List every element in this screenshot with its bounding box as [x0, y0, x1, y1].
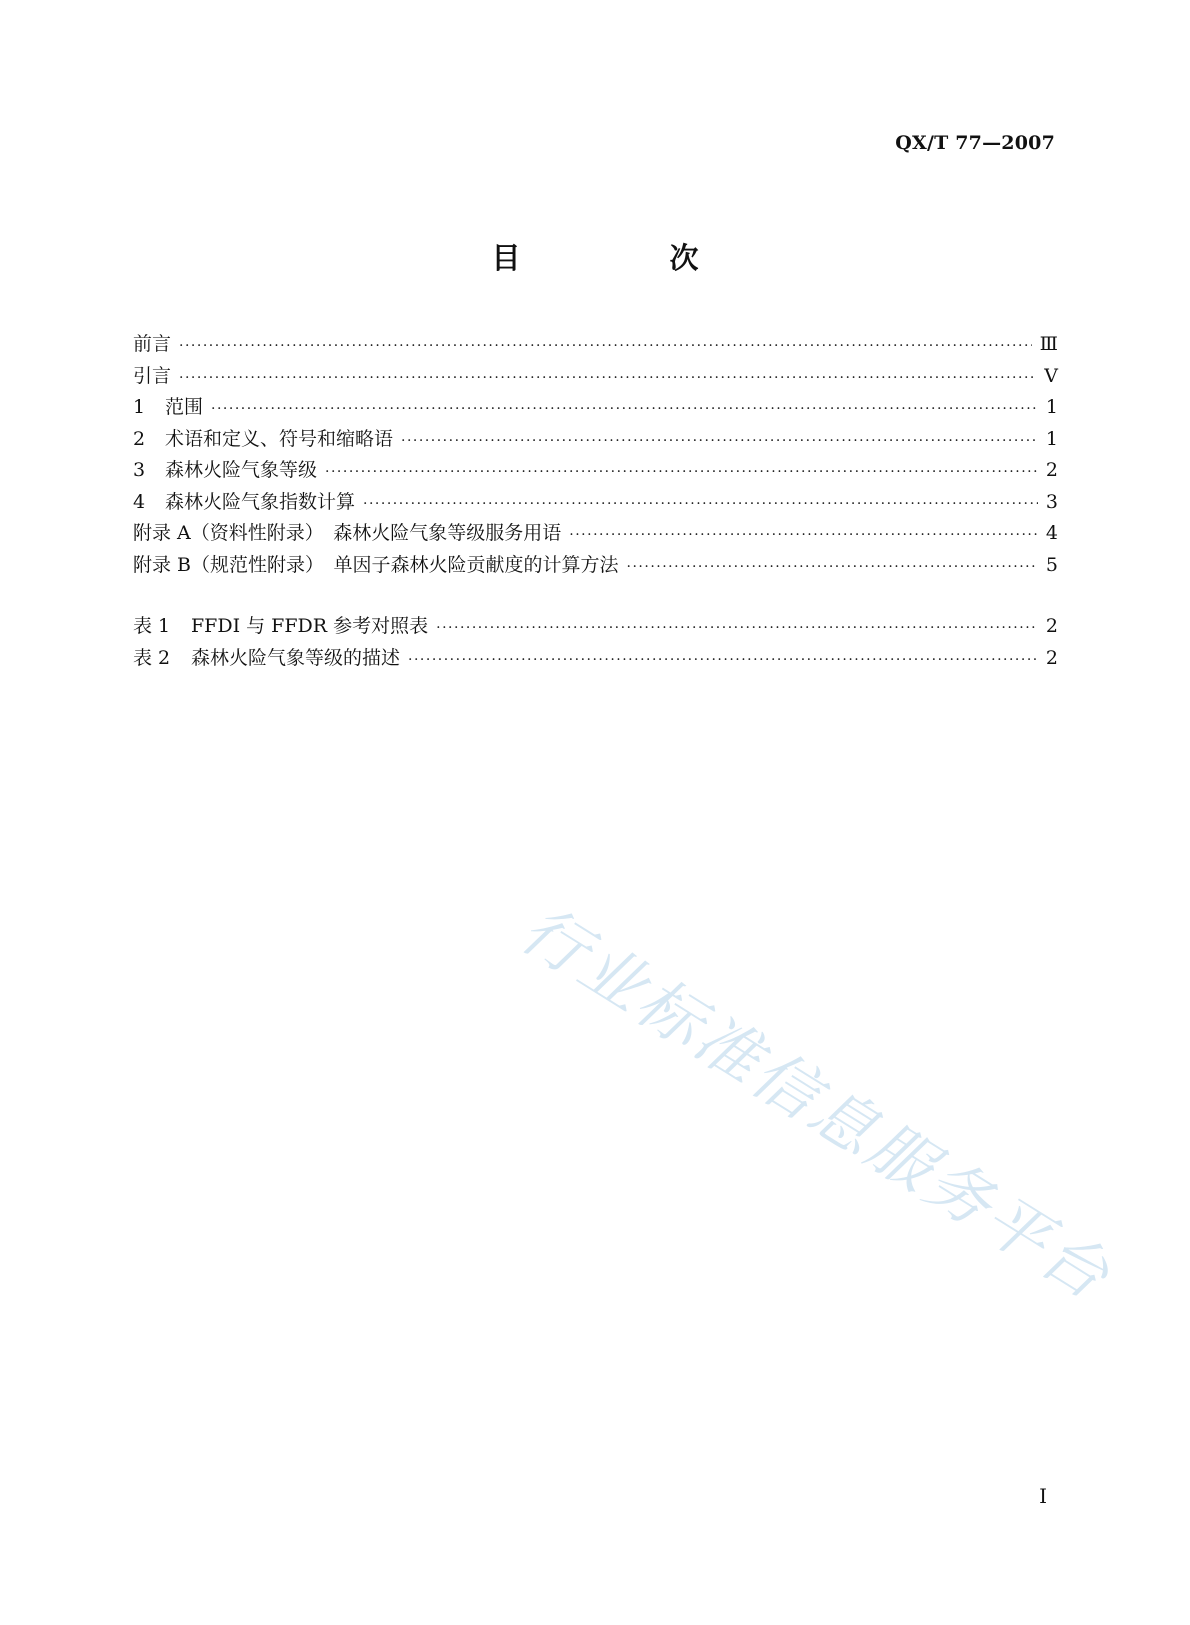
toc-entry-page: 4 — [1045, 522, 1058, 544]
toc-entry-number: 2 — [133, 427, 146, 450]
toc-entry-number: 4 — [133, 490, 146, 513]
toc-entry-number: 3 — [133, 459, 146, 481]
toc-table-number: 表 1 — [133, 615, 171, 637]
toc-table-entry-2[interactable] — [133, 643, 1058, 675]
toc-leader-dots — [179, 331, 1032, 363]
toc-entry-page: 5 — [1045, 553, 1058, 576]
toc-entry-page: 1 — [1045, 427, 1058, 450]
toc-entry-number: 1 — [133, 396, 146, 418]
toc-entry-annex-a[interactable] — [133, 518, 1058, 550]
toc-table-number: 表 2 — [133, 646, 171, 669]
toc-leader-dots — [408, 645, 1038, 677]
toc-entry-annex-b[interactable] — [133, 550, 1058, 582]
toc-leader-dots — [179, 363, 1036, 395]
toc-entry-label: 附录 B（规范性附录） 单因子森林火险贡献度的计算方法 — [133, 553, 619, 576]
toc-list — [133, 329, 1058, 581]
toc-entry-page: 1 — [1045, 396, 1058, 418]
toc-entry-foreword[interactable] — [133, 329, 1058, 361]
watermark-text: 行业标准信息服务平台 — [507, 892, 1124, 1316]
toc-entry-label: 附录 A（资料性附录） 森林火险气象等级服务用语 — [133, 522, 562, 544]
toc-entry-label: 术语和定义、符号和缩略语 — [165, 427, 394, 450]
toc-entry-terms[interactable] — [133, 424, 1058, 456]
toc-entry-levels[interactable] — [133, 455, 1058, 487]
toc-leader-dots — [627, 552, 1038, 584]
toc-table-label: 森林火险气象等级的描述 — [191, 646, 401, 669]
toc-entry-page: 3 — [1045, 490, 1058, 513]
toc-title: 目 次 — [491, 241, 759, 275]
toc-leader-dots — [436, 613, 1038, 645]
toc-entry-label: 前言 — [133, 333, 172, 355]
toc-entry-label: 森林火险气象等级 — [165, 459, 318, 481]
toc-entry-page: 2 — [1045, 459, 1058, 481]
page-number: I — [1039, 1484, 1047, 1508]
toc-entry-scope[interactable] — [133, 392, 1058, 424]
toc-entry-page: Ⅲ — [1039, 333, 1058, 355]
toc-leader-dots — [569, 520, 1038, 552]
toc-table-label: FFDI 与 FFDR 参考对照表 — [191, 615, 429, 637]
standard-code: QX/T 77—2007 — [895, 132, 1055, 154]
toc-entry-introduction[interactable] — [133, 361, 1058, 393]
toc-entry-label: 森林火险气象指数计算 — [165, 490, 356, 513]
toc-entry-page: Ⅴ — [1044, 364, 1058, 387]
toc-leader-dots — [401, 426, 1038, 458]
toc-leader-dots — [211, 394, 1038, 426]
toc-entry-index-calc[interactable] — [133, 487, 1058, 519]
toc-entry-label: 引言 — [133, 364, 172, 387]
toc-leader-dots — [363, 489, 1038, 521]
toc-entry-label: 范围 — [165, 396, 204, 418]
toc-table-entry-1[interactable] — [133, 611, 1058, 643]
toc-table-page: 2 — [1045, 615, 1058, 637]
toc-tables-list — [133, 611, 1058, 674]
toc-table-page: 2 — [1045, 646, 1058, 669]
toc-leader-dots — [325, 457, 1038, 489]
